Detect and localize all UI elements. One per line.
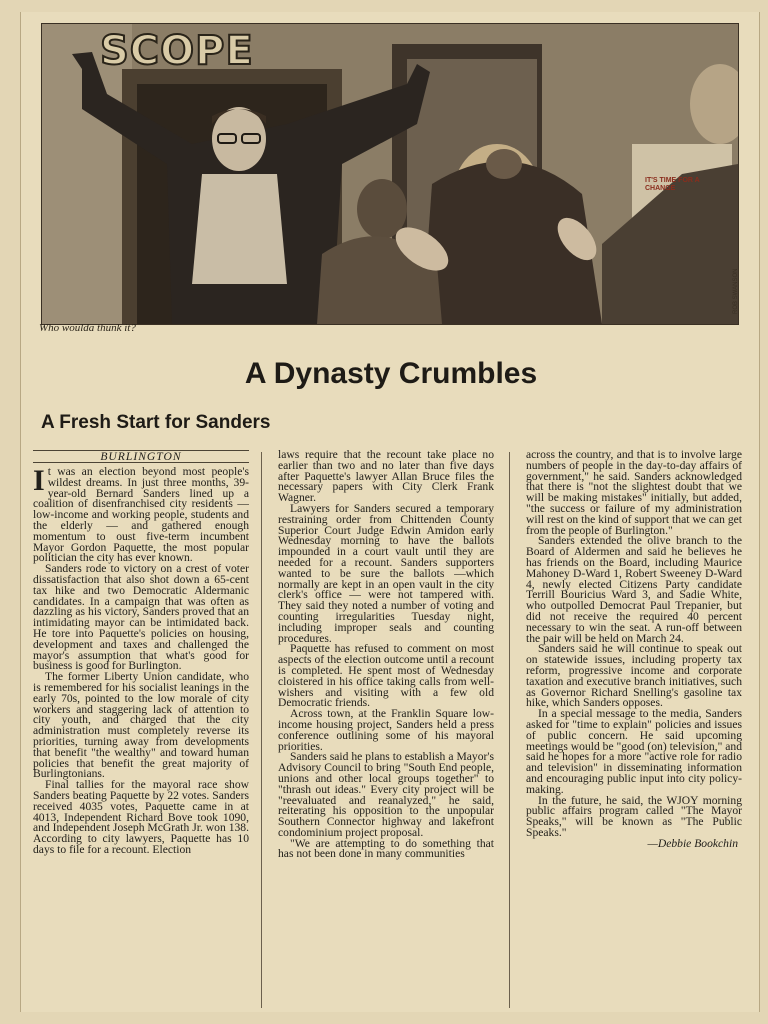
article-paragraph: Paquette has refused to comment on most aspects of the election outcome until a recount is completed. He spent most of Wednesday cloistered in his office taking calls from well-wishers and visiting with a few old Democratic friends. [278, 642, 494, 710]
news-photo [41, 23, 739, 325]
article-paragraph: In a special message to the media, Sanders asked for "time to explain" policies and issues of public concern. He said upcoming meetings would be "good (on) television," and said he hopes for a more "active role for radio and television" in disseminating information and encouraging public input into city policy-making. [526, 707, 742, 796]
article-paragraph: Lawyers for Sanders secured a temporary restraining order from Chittenden County Superior Court Judge Edwin Amidon early Wednesday morning to have the ballots impounded in a court vault until they are needed for a recount. Sanders supporters wanted to be sure the ballots —which normally are kept in an open vault in the city clerk's office — were not tampered with. They said they noted a number of voting and counting irregularities Tuesday night, including improper seals and counting procedures. [278, 501, 494, 645]
drop-cap: I [33, 464, 45, 497]
paragraph-text: t was an election beyond most people's wildest dreams. In just three months, 39-year-old Bernard Sanders lined up a coalition of disenfranchised city residents — low-income and working people, students and the elderly — and gathered enough momentum to oust five-term incumbent Mayor Gordon Paquette, the most popular politician the city has ever known. [33, 465, 249, 565]
article-paragraph: Final tallies for the mayoral race show Sanders beating Paquette by 22 votes. Sanders received 4035 votes, Paquette came in at 4013, Independent Richard Bove took 1090, and Independent Joseph McGrath Jr. won 138. According to city lawyers, Paquette has 10 days to file for a recount. Election [33, 778, 249, 856]
article-paragraph: The former Liberty Union candidate, who is remembered for his socialist leanings in the early 70s, pointed to the low morale of city workers and staggering lack of attention to city youth, and charged that the city administration must completely reverse its priorities, turning away from developments that benefit "the wealthy" and toward human policies that benefit the great majority of Burlingtonians. [33, 670, 249, 781]
article-paragraph: "We are attempting to do something that has not been done in many communities [278, 836, 494, 861]
headline: A Dynasty Crumbles [244, 357, 538, 390]
photo-credit: ROB SWANSON [733, 268, 739, 314]
article-paragraph: laws require that the recount take place no earlier than two and no later than five days after Paquette's lawyer Allan Bruce files the necessary papers with City Clerk Frank Wagner. [278, 450, 494, 505]
article-paragraph: Across town, at the Franklin Square low-income housing project, Sanders held a press conference outlining some of his mayoral priorities. [278, 707, 494, 753]
article-paragraph [33, 464, 249, 565]
photo-caption: Who woulda thunk it? [39, 322, 136, 334]
section-logo: SCOPE [100, 28, 254, 74]
newspaper-page [20, 12, 760, 1012]
article-paragraph: In the future, he said, the WJOY morning public affairs program called "The Mayor Speaks," will be known as "The Public Speaks." [526, 793, 742, 839]
article-paragraph: across the country, and that is to involve large numbers of people in the day-to-day affairs of government," he said. Sanders acknowledged that there is "not the slightest doubt that we will be making mistakes" initially, but added, "the success or failure of my administration will rest on the kind of support that we can get from the people of Burlington." [526, 450, 742, 537]
article-paragraph: Sanders said he will continue to speak out on statewide issues, including property tax reform, progressive income and corporate taxation and executive branch initiatives, such as Governor Richard Snelling's gasoline tax hike, which Sanders opposes. [526, 642, 742, 710]
column-rule [261, 452, 262, 1008]
article-paragraph: Sanders said he plans to establish a Mayor's Advisory Council to bring "South End people, unions and other local groups together" to "thrash out ideas." Every city project will be "reevaluated and reanalyzed," he said, reiterating his opposition to the unpopular Southern Connector highway and lakefront condominium project proposal. [278, 750, 494, 839]
article-column-2 [278, 450, 494, 1010]
article-paragraph: Sanders extended the olive branch to the Board of Aldermen and said he believes he has friends on the Board, including Maurice Mahoney D-Ward 1, Robert Sweeney D-Ward 4, newly elected Citizens Party candidate Terrill Bouricius Ward 3, and Sadie White, who outpolled Democrat Paul Trepanier, but did not receive the required 40 percent necessary to win the seat. A run-off between the pair will be held on March 24. [526, 534, 742, 645]
article-column-1 [33, 450, 249, 1010]
subheadline: A Fresh Start for Sanders [41, 412, 271, 433]
wall-poster-text: IT'S TIME FOR A CHANGE [645, 177, 700, 192]
article-column-3 [526, 450, 742, 1010]
dateline: BURLINGTON [33, 450, 249, 463]
column-rule [509, 452, 510, 1008]
byline: —Debbie Bookchin [647, 836, 738, 850]
article-paragraph: Sanders rode to victory on a crest of voter dissatisfaction that also shot down a 65-cent tax hike and two Democratic Aldermanic candidates. In a campaign that was often as dazzling as his victory, Sanders proved that an intimidating mayor can be intimidated back. He tore into Paquette's policies on housing, development and taxes and challenged the mayor's assumption that what's good for business is good for Burlington. [33, 562, 249, 673]
